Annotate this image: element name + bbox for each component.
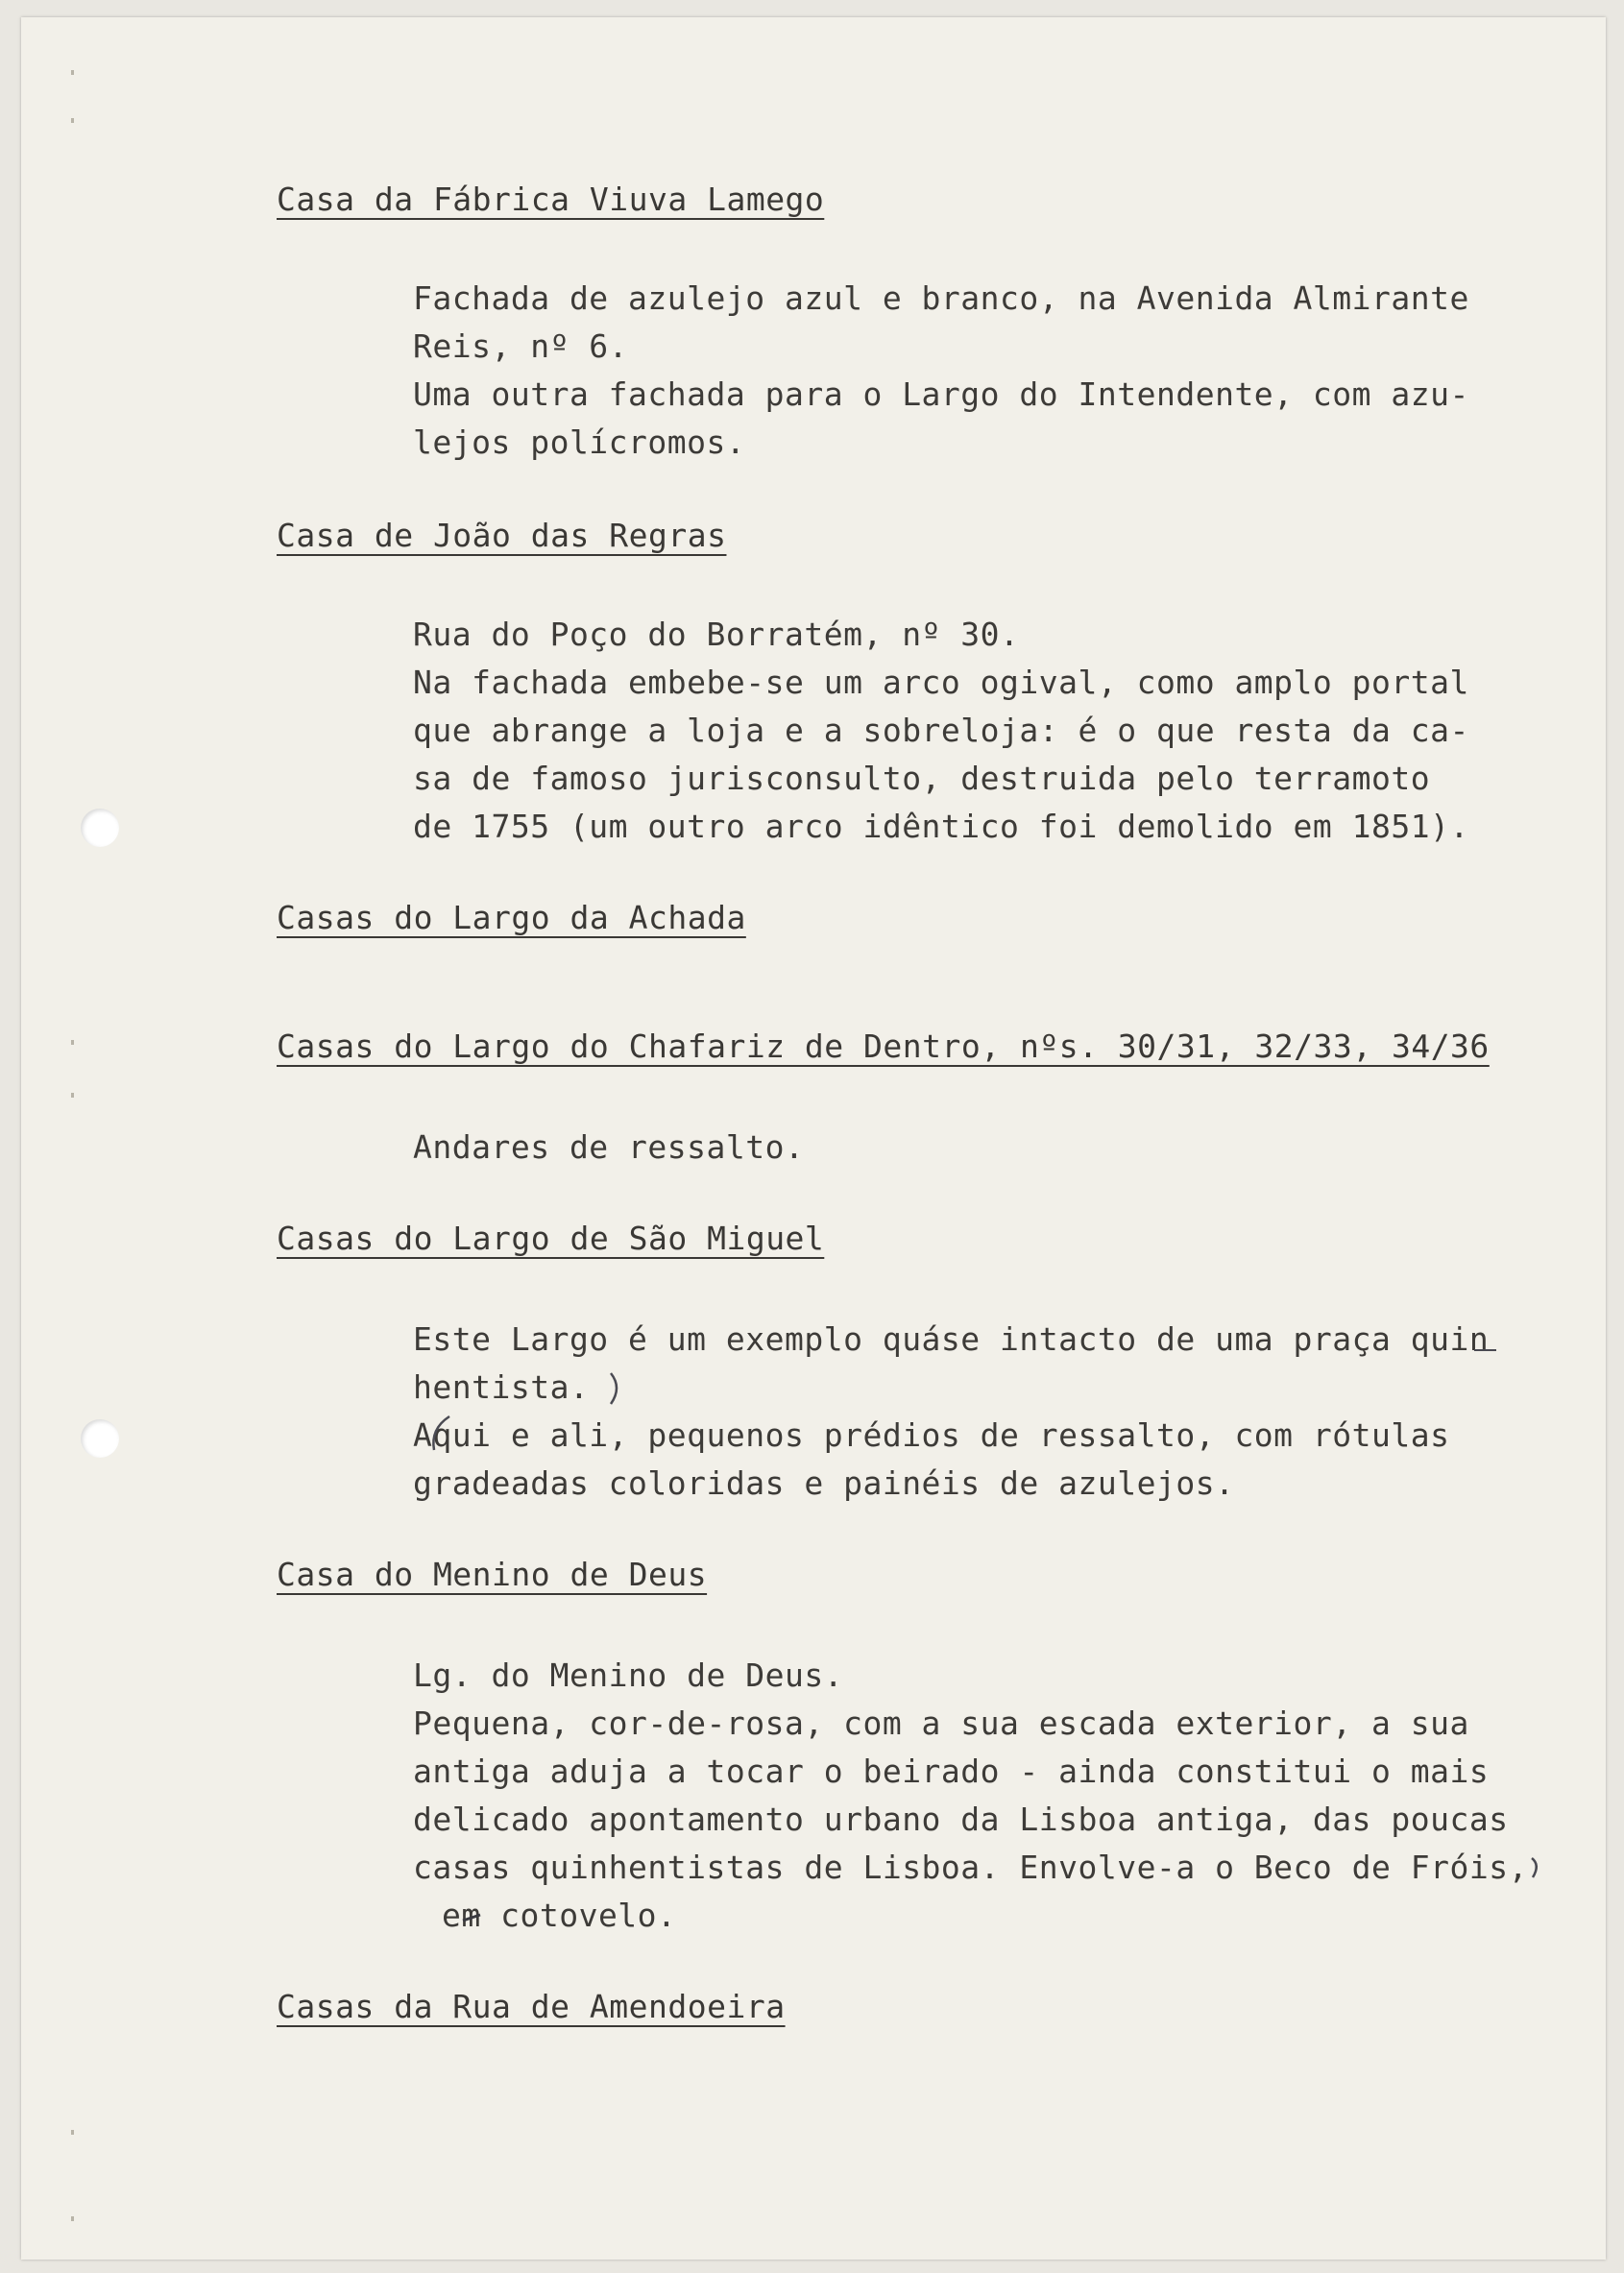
section-body: [413, 1652, 1528, 1940]
text-line: Uma outra fachada para o Largo do Intendente, com azu-: [413, 375, 1469, 413]
text-line: Pequena, cor-de-rosa, com a sua escada exterior, a sua: [413, 1705, 1469, 1742]
text-line: Rua do Poço do Borratém, nº 30.: [413, 616, 1020, 653]
text-line: em cotovelo.: [442, 1897, 677, 1934]
section-body: [413, 275, 1508, 467]
text-line: Este Largo é um exemplo quáse intacto de uma praça quin: [413, 1320, 1490, 1358]
section-heading: Casas da Rua de Amendoeira: [277, 1988, 786, 2025]
text-line: Lg. do Menino de Deus.: [413, 1656, 844, 1694]
text-line: sa de famoso jurisconsulto, destruida pelo terramoto: [413, 760, 1431, 797]
section-heading: Casas do Largo da Achada: [277, 899, 746, 936]
text-line: Na fachada embebe-se um arco ogival, como amplo portal: [413, 664, 1469, 701]
text-line: Aqui e ali, pequenos prédios de ressalto, com rótulas: [413, 1416, 1450, 1454]
text-line: Andares de ressalto.: [413, 1128, 805, 1166]
section-body: [413, 1124, 1508, 1172]
text-line: Fachada de azulejo azul e branco, na Avenida Almirante: [413, 279, 1469, 317]
section-heading: Casas do Largo de São Miguel: [277, 1220, 825, 1257]
section-heading: Casas do Largo do Chafariz de Dentro, nºs. 30/31, 32/33, 34/36: [277, 1028, 1490, 1065]
section-heading: Casa do Menino de Deus: [277, 1556, 708, 1593]
text-line: antiga aduja a tocar o beirado - ainda constitui o mais: [413, 1753, 1490, 1790]
section-body: [413, 611, 1508, 851]
text-line: hentista.: [413, 1368, 590, 1406]
text-line: que abrange a loja e a sobreloja: é o que resta da ca-: [413, 712, 1469, 749]
text-line: Reis, nº 6.: [413, 327, 629, 365]
text-line: casas quinhentistas de Lisboa. Envolve-a o Beco de Fróis,: [413, 1849, 1528, 1886]
section-heading: Casa de João das Regras: [277, 517, 727, 554]
text-line: lejos polícromos.: [413, 423, 746, 461]
text-line: de 1755 (um outro arco idêntico foi demolido em 1851).: [413, 808, 1469, 845]
section-heading: Casa da Fábrica Viuva Lamego: [277, 181, 825, 218]
text-line: delicado apontamento urbano da Lisboa antiga, das poucas: [413, 1801, 1509, 1838]
text-line: gradeadas coloridas e painéis de azulejos.: [413, 1464, 1235, 1502]
section-body: [413, 1316, 1508, 1508]
